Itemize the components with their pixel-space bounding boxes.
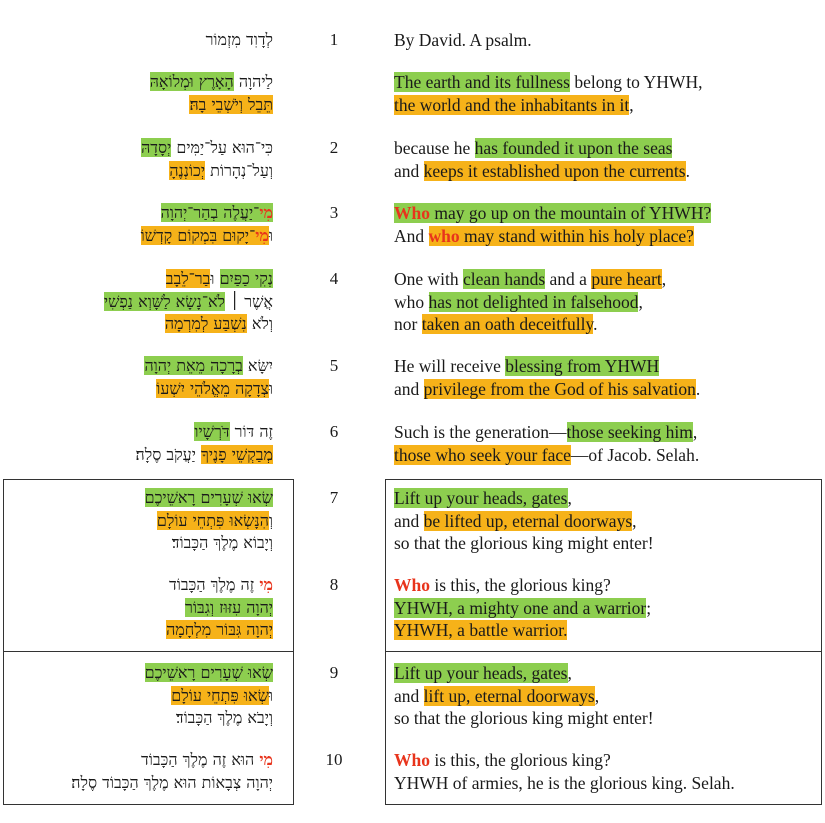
orange-highlight: יְהוָה גִּבּוֹר מִלְחָמָה <box>166 620 273 639</box>
hebrew-line <box>206 29 273 52</box>
green-highlight: שְׂאוּ שְׁעָרִים רָאשֵׁיכֶם <box>144 488 273 507</box>
orange-highlight: מְבַקְשֵׁי פָנֶיךָ <box>200 444 273 464</box>
orange-highlight: ־יָקוּם בִּמְקוֹם קָדְשׁוֹ <box>140 225 256 245</box>
text-segment: He will receive <box>394 356 506 376</box>
hebrew-line <box>141 225 273 248</box>
text-segment: לְדָוִד מִזְמוֹר <box>205 30 273 49</box>
hebrew-line <box>144 355 273 378</box>
text-segment: וּ <box>268 225 273 245</box>
english-line <box>394 313 666 336</box>
orange-highlight: be lifted up, eternal doorways <box>423 510 633 531</box>
hebrew-line <box>145 510 273 533</box>
english-line <box>394 29 532 52</box>
hebrew-text <box>145 487 273 555</box>
who-word: Who <box>394 203 430 223</box>
who-word: מִי <box>255 225 269 245</box>
text-segment: , <box>661 269 667 289</box>
text-segment: וּ <box>268 378 273 398</box>
orange-highlight: נִשְׁבַּע לְמִרְמָה <box>164 314 247 333</box>
english-line <box>394 71 702 94</box>
hebrew-line <box>141 202 273 225</box>
hebrew-line <box>166 574 273 597</box>
text-segment: וְ <box>268 510 273 530</box>
english-text <box>394 574 651 642</box>
text-segment: is this, the glorious king? <box>429 750 611 770</box>
hebrew-line <box>166 619 273 642</box>
text-segment: זֶה דּוֹר <box>229 422 273 441</box>
hebrew-line <box>104 291 273 314</box>
text-segment: . <box>695 378 701 399</box>
hebrew-line <box>141 137 273 160</box>
text-segment: and <box>394 378 424 399</box>
hebrew-line <box>104 268 273 291</box>
hebrew-line <box>145 532 273 555</box>
text-segment: , <box>632 510 637 531</box>
text-segment: , <box>692 422 698 442</box>
orange-highlight: שְׂאוּ פִּתְחֵי עוֹלָם <box>171 685 269 705</box>
hebrew-line <box>150 94 273 117</box>
english-text <box>394 355 700 400</box>
orange-highlight: YHWH, a battle warrior. <box>394 620 568 640</box>
english-line <box>394 291 666 314</box>
green-highlight: הָאָרֶץ וּמְלוֹאָהּ <box>149 72 234 91</box>
hebrew-text <box>144 355 273 400</box>
text-segment: and <box>394 510 424 531</box>
hebrew-text <box>150 71 273 116</box>
orange-highlight: may stand within his holy place? <box>459 225 694 246</box>
text-segment: זֶה מֶלֶךְ הַכָּבוֹד <box>169 575 260 594</box>
english-line <box>394 355 700 378</box>
hebrew-text <box>141 137 273 182</box>
verse-number: 10 <box>325 750 343 769</box>
green-highlight: שְׂאוּ שְׁעָרִים רָאשֵׁיכֶם <box>144 663 273 682</box>
text-segment: אֲשֶׁר ׀ <box>225 291 273 311</box>
text-segment: יְהוָה צְבָאוֹת הוּא מֶלֶךְ הַכָּבוֹד סֶלָה׃ <box>71 772 273 792</box>
verse-number: 9 <box>329 663 339 682</box>
green-highlight: YHWH, a mighty one and a warrior <box>394 597 647 618</box>
english-line <box>394 94 702 117</box>
orange-highlight: הִנָּשְׂאוּ פִּתְחֵי עוֹלָם <box>156 510 269 530</box>
english-text <box>394 487 654 555</box>
english-line <box>394 707 654 730</box>
english-text <box>394 202 711 247</box>
text-segment: , <box>567 488 572 508</box>
english-text <box>394 662 654 730</box>
english-line <box>394 685 654 708</box>
english-line <box>394 202 711 225</box>
english-line <box>394 160 690 183</box>
green-highlight: לֹא־נָשָׂא לַשָּׁוְא נַפְשִׁי <box>103 291 226 311</box>
text-segment: וְיָבֹא מֶלֶךְ הַכָּבוֹד׃ <box>175 708 273 727</box>
text-segment: who <box>394 291 429 312</box>
text-segment: , <box>638 291 643 312</box>
english-text <box>394 421 699 466</box>
hebrew-line <box>145 662 273 685</box>
who-word: מִי <box>259 203 273 222</box>
hebrew-text <box>136 421 274 466</box>
verse-number: 4 <box>329 269 339 288</box>
orange-highlight: the world and the inhabitants in it <box>394 94 630 115</box>
green-highlight: יְסָדָהּ <box>141 138 172 157</box>
green-highlight: has not delighted in falsehood <box>428 291 639 312</box>
who-word: מִי <box>259 750 273 769</box>
green-highlight: has founded it upon the seas <box>474 138 673 158</box>
verse-number: 2 <box>329 138 339 157</box>
hebrew-line <box>150 71 273 94</box>
orange-highlight: lift up, eternal doorways <box>423 685 595 706</box>
green-highlight: נְקִי כַפַּיִם <box>219 269 273 288</box>
english-text <box>394 268 666 336</box>
verse-number: 3 <box>329 203 339 222</box>
text-segment: . <box>593 314 598 334</box>
text-segment: , <box>567 663 572 683</box>
text-segment: יִשָּׂא <box>242 356 273 375</box>
english-line <box>394 137 690 160</box>
green-highlight: ־יַעֲלֶה בְהַר־יְהוָה <box>160 203 260 222</box>
orange-highlight: pure heart <box>591 269 662 289</box>
who-word: Who <box>394 575 430 595</box>
english-line <box>394 444 699 467</box>
english-line <box>394 421 699 444</box>
english-line <box>394 532 654 555</box>
orange-highlight: taken an oath deceitfully <box>421 314 594 334</box>
english-line <box>394 510 654 533</box>
verse-number: 6 <box>329 422 339 441</box>
text-segment: belong to YHWH, <box>569 72 703 92</box>
english-line <box>394 662 654 685</box>
text-segment: כִּי־הוּא עַל־יַמִּים <box>171 138 273 157</box>
hebrew-line <box>145 685 273 708</box>
hebrew-text <box>141 202 273 247</box>
green-highlight: דֹּרְשָׁיו <box>194 422 230 441</box>
hebrew-text <box>104 268 273 336</box>
text-segment: וְלֹא <box>246 314 273 333</box>
verse-number: 7 <box>329 488 339 507</box>
english-line <box>394 268 666 291</box>
text-segment: YHWH of armies, he is the glorious king. Selah. <box>394 772 735 793</box>
text-segment: , <box>594 685 600 706</box>
english-text <box>394 71 702 116</box>
hebrew-text <box>166 574 273 642</box>
green-highlight: Lift up your heads, gates <box>394 488 568 508</box>
text-segment: and <box>394 685 424 706</box>
english-line <box>394 225 711 248</box>
hebrew-line <box>136 421 274 444</box>
text-segment: לַיהוָה <box>233 72 273 91</box>
hebrew-line <box>141 160 273 183</box>
english-line <box>394 487 654 510</box>
text-segment: because he <box>394 138 475 158</box>
english-line <box>394 619 651 642</box>
text-segment: is this, the glorious king? <box>429 575 611 595</box>
hebrew-text <box>145 662 273 730</box>
orange-highlight: תֵּבֵל וְיֹשְׁבֵי בָהּ׃ <box>189 94 273 114</box>
orange-highlight: יְכוֹנְנֶהָ <box>169 160 206 180</box>
text-segment: nor <box>394 314 422 334</box>
orange-highlight: privilege from the God of his salvation <box>423 378 696 399</box>
text-segment: One with <box>394 269 464 289</box>
text-segment: יַעֲקֹב סֶלָה׃ <box>135 444 201 464</box>
english-text <box>394 749 735 794</box>
text-segment: . <box>685 160 690 181</box>
text-segment: ; <box>646 597 652 618</box>
english-line <box>394 378 700 401</box>
hebrew-text <box>206 29 273 52</box>
text-segment: so that the glorious king might enter! <box>394 708 654 728</box>
green-highlight: blessing from YHWH <box>505 356 660 376</box>
green-highlight: those seeking him <box>566 422 693 442</box>
verse-number: 8 <box>329 575 339 594</box>
orange-highlight: those who seek your face <box>394 444 571 465</box>
green-highlight: Lift up your heads, gates <box>394 663 568 683</box>
orange-highlight: צְדָקָה מֵאֱלֹהֵי יִשְׁעוֹ <box>156 378 269 398</box>
english-line <box>394 772 735 795</box>
hebrew-line <box>104 313 273 336</box>
who-word: מִי <box>259 575 273 594</box>
orange-highlight: בַר־לֵבָב <box>165 269 211 288</box>
text-segment: Such is the generation— <box>394 422 567 442</box>
who-word: who <box>428 225 460 246</box>
text-segment: הוּא זֶה מֶלֶךְ הַכָּבוֹד <box>141 750 260 769</box>
hebrew-line <box>145 487 273 510</box>
english-line <box>394 749 735 772</box>
text-segment: and a <box>545 269 592 289</box>
orange-highlight: keeps it established upon the currents <box>423 160 686 181</box>
hebrew-line <box>71 749 273 772</box>
green-highlight: בְרָכָה מֵאֵת יְהוָה <box>144 356 243 375</box>
hebrew-line <box>145 707 273 730</box>
english-text <box>394 137 690 182</box>
text-segment: , <box>629 94 634 115</box>
english-line <box>394 574 651 597</box>
green-highlight: The earth and its fullness <box>394 72 570 92</box>
text-segment: וּ <box>268 685 273 705</box>
hebrew-text <box>71 749 273 794</box>
who-word: Who <box>394 750 430 770</box>
hebrew-line <box>144 378 273 401</box>
text-segment: By David. A psalm. <box>394 30 532 50</box>
hebrew-line <box>71 772 273 795</box>
english-line <box>394 597 651 620</box>
green-highlight: may go up on the mountain of YHWH? <box>429 203 712 223</box>
text-segment: and <box>394 160 424 181</box>
hebrew-line <box>136 444 274 467</box>
english-text <box>394 29 532 52</box>
green-highlight: יְהוָה עִזּוּז וְגִבּוֹר <box>185 597 273 617</box>
green-highlight: clean hands <box>463 269 546 289</box>
text-segment: וְיָבוֹא מֶלֶךְ הַכָּבוֹד׃ <box>171 533 273 552</box>
text-segment: וְעַל־נְהָרוֹת <box>205 160 273 180</box>
verse-number: 1 <box>329 30 339 49</box>
hebrew-line <box>166 597 273 620</box>
verse-number: 5 <box>329 356 339 375</box>
text-segment: And <box>394 225 429 246</box>
text-segment: וּ <box>210 269 220 288</box>
text-segment: so that the glorious king might enter! <box>394 533 654 553</box>
text-segment: —of Jacob. Selah. <box>570 444 700 465</box>
